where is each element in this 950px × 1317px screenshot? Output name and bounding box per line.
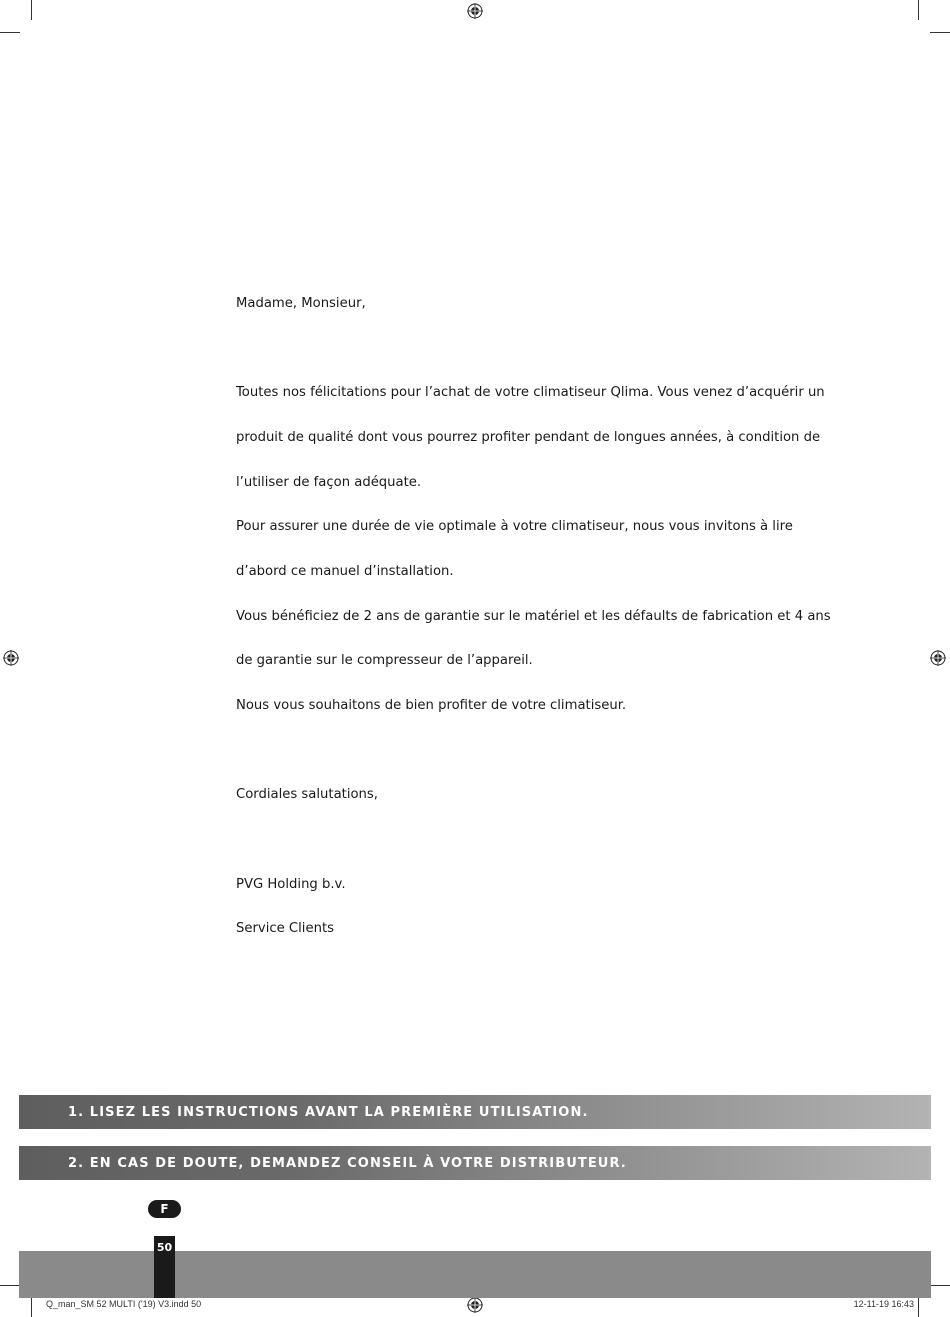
registration-mark-icon: [930, 650, 946, 666]
registration-mark-icon: [3, 650, 19, 666]
instruction-banner-text: 2. EN CAS DE DOUTE, DEMANDEZ CONSEIL À VOTRE DISTRIBUTEUR.: [68, 1155, 627, 1171]
instruction-banner-2: [19, 1146, 931, 1180]
registration-mark-icon: [467, 1297, 483, 1313]
crop-mark-bottom-left-vertical: [31, 1297, 32, 1317]
crop-mark-top-left-horizontal: [0, 32, 20, 33]
letter-paragraph-line: de garantie sur le compresseur de l’appareil.: [236, 653, 533, 668]
letter-paragraph-line: Vous bénéficiez de 2 ans de garantie sur le matériel et les défaults de fabrication et 4 ans: [236, 609, 831, 624]
print-slug-date: 12-11-19 16:43: [853, 1299, 914, 1309]
print-slug-file: Q_man_SM 52 MULTI ('19) V3.indd 50: [46, 1299, 202, 1309]
letter-paragraph-line: Nous vous souhaitons de bien profiter de votre climatiseur.: [236, 698, 627, 713]
instruction-banner-1: [19, 1095, 931, 1129]
letter-paragraph-line: produit de qualité dont vous pourrez profiter pendant de longues années, à condition de: [236, 430, 821, 445]
letter-paragraph-line: Toutes nos félicitations pour l’achat de votre climatiseur Qlima. Vous venez d’acquérir un: [236, 385, 825, 400]
letter-salutation: Madame, Monsieur,: [236, 296, 366, 311]
letter-paragraph-line: d’abord ce manuel d’installation.: [236, 564, 454, 579]
letter-paragraph-line: Pour assurer une durée de vie optimale à votre climatiseur, nous vous invitons à lire: [236, 519, 793, 534]
letter-closing: Cordiales salutations,: [236, 787, 378, 802]
crop-mark-top-right-horizontal: [930, 32, 950, 33]
crop-mark-top-right-vertical: [918, 0, 919, 20]
crop-mark-bottom-right-vertical: [918, 1297, 919, 1317]
page-number: 50: [154, 1236, 175, 1298]
language-badge: F: [148, 1200, 181, 1218]
instruction-banner-text: 1. LISEZ LES INSTRUCTIONS AVANT LA PREMIÈRE UTILISATION.: [68, 1104, 589, 1120]
crop-mark-bottom-right-horizontal: [930, 1285, 950, 1286]
crop-mark-bottom-left-horizontal: [0, 1285, 20, 1286]
signature-department: Service Clients: [236, 921, 334, 936]
letter-paragraph-line: l’utiliser de façon adéquate.: [236, 475, 422, 490]
registration-mark-icon: [467, 3, 483, 19]
crop-mark-top-left-vertical: [31, 0, 32, 20]
signature-company: PVG Holding b.v.: [236, 877, 346, 892]
